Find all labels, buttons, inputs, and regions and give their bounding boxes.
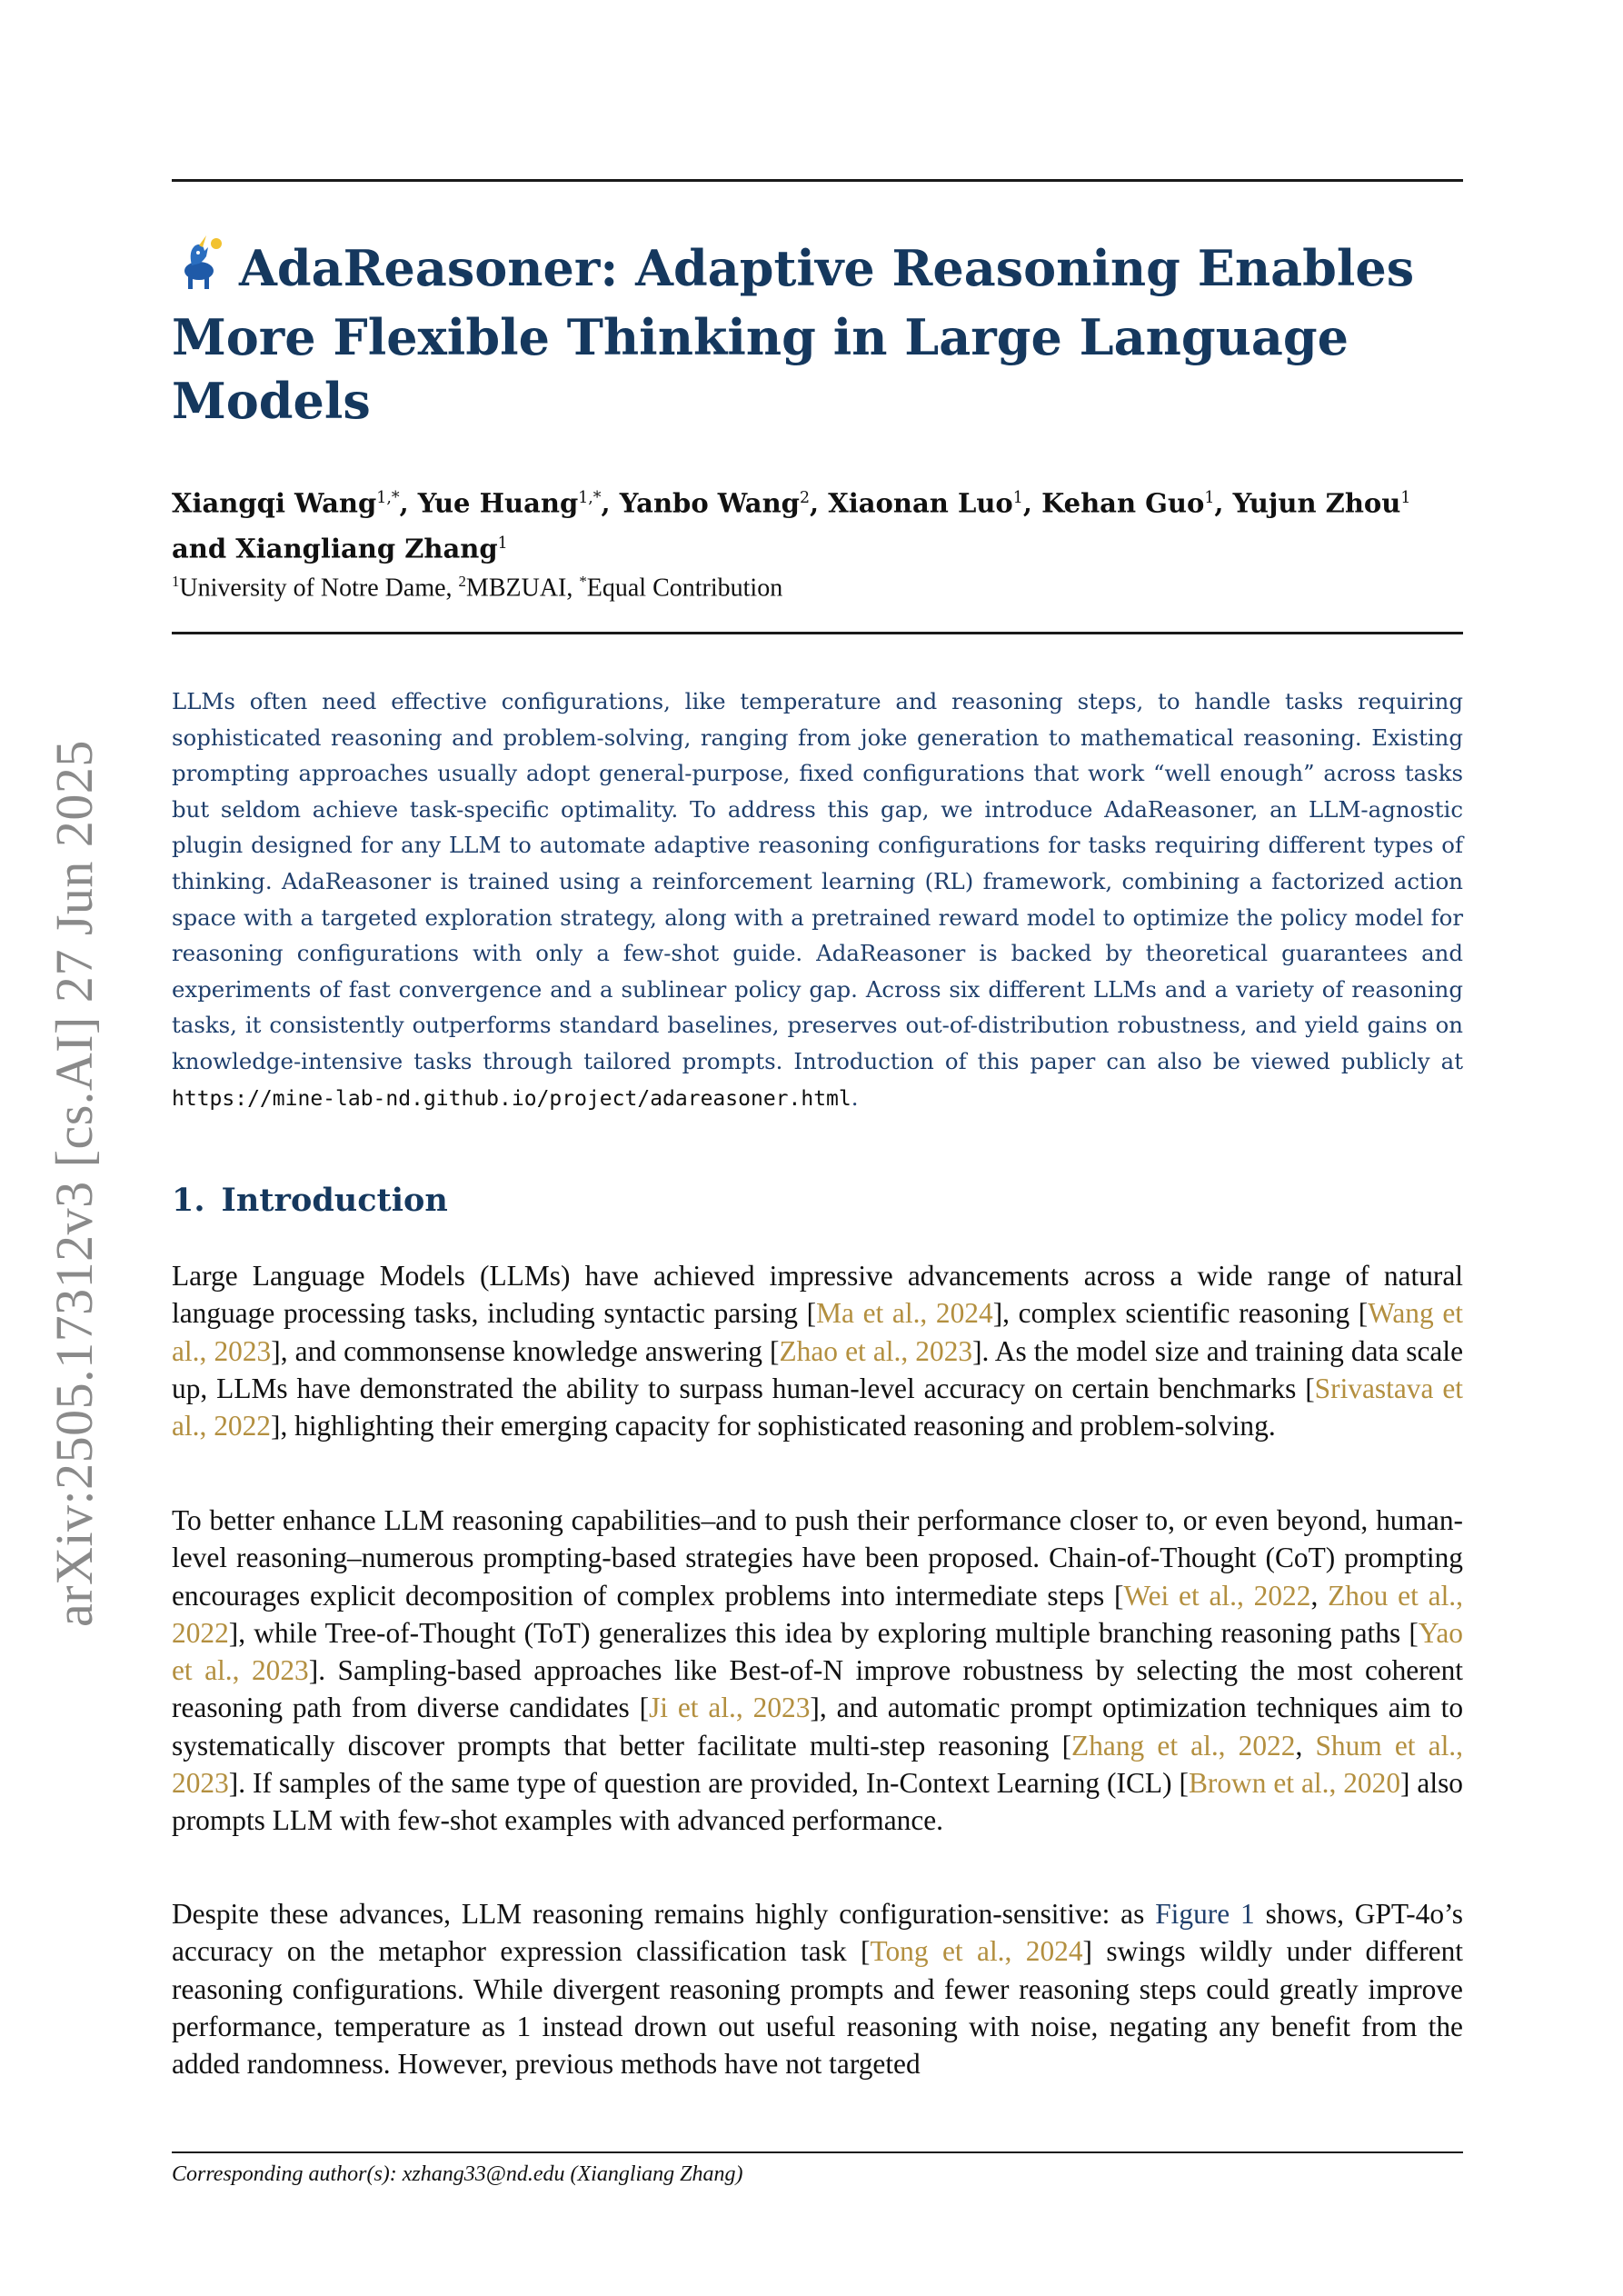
paragraph-text: ] also prompts LLM with few-shot examples with advanced performance.: [172, 1767, 1463, 1837]
paragraph-text: ]. As the model size and training data scale up, LLMs have demonstrated the ability to surpass human-level accuracy on certain benchmarks [: [172, 1334, 1464, 1404]
author-name: Xiaonan Luo: [828, 487, 1013, 519]
author-list: Xiangqi Wang$^{1,*}$, Yue Huang$^{1,*}$, Yanbo Wang$^2$, Xiaonan Luo$^1$, Kehan Guo$^1$, Yujun Zhou$^1$ and Xiangliang Zhang$^1$: [172, 487, 1411, 564]
paragraph-text: ]. If samples of the same type of question are provided, In-Context Learning (ICL) [: [228, 1767, 1189, 1800]
paragraph-text: ], while Tree-of-Thought (ToT) generalizes this idea by exploring multiple branching reasoning paths [: [228, 1616, 1419, 1649]
author-affiliation-mark: 1,*: [376, 489, 400, 507]
paragraph-text: To better enhance LLM reasoning capabilities–and to push their performance closer to, or even beyond, human-level reasoning–numerous prompting-based strategies have been proposed. Chain-of-Thought (CoT) prompting encourages explicit decomposition of complex problems into intermediate steps [: [172, 1504, 1463, 1612]
paragraph-text: Despite these advances, LLM reasoning remains highly configuration-sensitive: as: [172, 1898, 1156, 1930]
intro-paragraph-1: [172, 1257, 1463, 1444]
citation-link[interactable]: Yao et al., 2023: [172, 1616, 1463, 1687]
paragraph-text: ], and commonsense knowledge answering [: [271, 1334, 780, 1367]
abstract: [172, 684, 1463, 1117]
figure-reference-link[interactable]: Figure 1: [1155, 1898, 1255, 1930]
citation-link[interactable]: Ji et al., 2023: [649, 1692, 811, 1724]
author-affiliation-mark: 1: [497, 534, 508, 553]
citation-link[interactable]: Zhao et al., 2023: [779, 1334, 973, 1367]
citation-link[interactable]: Tong et al., 2024: [870, 1935, 1083, 1968]
author-name: Yanbo Wang: [619, 487, 800, 519]
author-affiliation-mark: 1: [1012, 489, 1023, 507]
author-name: Yujun Zhou: [1232, 487, 1401, 519]
author-affiliation-mark: 2: [799, 489, 811, 507]
paragraph-text: ], complex scientific reasoning [: [992, 1297, 1369, 1330]
paragraph-text: ], and automatic prompt optimization techniques aim to systematically discover prompts that better facilitate multi-step reasoning [: [172, 1692, 1464, 1762]
header-rule: [172, 632, 1463, 634]
section-heading: [172, 1182, 448, 1219]
arxiv-identifier: arXiv:2505.17312v3 [cs.AI] 27 Jun 2025: [45, 740, 104, 1627]
affiliation-mark: 2: [458, 573, 466, 590]
affiliation-name: Equal Contribution: [586, 574, 783, 603]
title-block: [172, 235, 1463, 433]
paragraph-text: Large Language Models (LLMs) have achieved impressive advancements across a wide range of natural language processing tasks, including syntactic parsing [: [172, 1260, 1463, 1330]
paragraph-text: shows, GPT-4o’s accuracy on the metaphor expression classification task [: [172, 1898, 1463, 1968]
affiliation-mark: *: [579, 573, 587, 590]
paragraph-text: ,: [1295, 1729, 1316, 1762]
citation-link[interactable]: Zhou et al., 2022: [172, 1579, 1463, 1649]
paragraph-text: ] swings wildly under different reasoning configurations. While divergent reasoning prompts and fewer reasoning steps could greatly improve performance, temperature as 1 instead drown out useful reasoning with noise, negating any benefit from the added randomness. However, previous methods have not targeted: [172, 1935, 1464, 2081]
section-title: Introduction: [221, 1182, 448, 1219]
paragraph-text: ]. Sampling-based approaches like Best-of-N improve robustness by selecting the most coherent reasoning path from diverse candidates [: [172, 1654, 1464, 1724]
author-name: Xiangqi Wang: [172, 487, 377, 519]
author-conjunction: and: [172, 533, 227, 564]
paragraph-text: ], highlighting their emerging capacity for sophisticated reasoning and problem-solving.: [270, 1410, 1276, 1442]
footnote-corresponding-author: Corresponding author(s): xzhang33@nd.edu (Xiangliang Zhang): [172, 2162, 743, 2186]
top-rule: [172, 179, 1463, 182]
citation-link[interactable]: Shum et al., 2023: [172, 1729, 1464, 1800]
citation-link[interactable]: Brown et al., 2020: [1188, 1767, 1401, 1800]
affiliation-name: MBZUAI,: [465, 574, 573, 603]
project-url: https://mine-lab-nd.github.io/project/adareasoner.html: [172, 1086, 851, 1111]
author-affiliation-mark: 1: [1400, 489, 1411, 507]
citation-link[interactable]: Wei et al., 2022: [1123, 1579, 1311, 1612]
citation-link[interactable]: Ma et al., 2024: [816, 1297, 993, 1330]
abstract-end: .: [851, 1083, 859, 1111]
author-affiliation-mark: 1,*: [578, 489, 602, 507]
citation-link[interactable]: Wang et al., 2023: [172, 1297, 1463, 1367]
paragraph-text: ,: [1310, 1579, 1329, 1612]
abstract-text: LLMs often need effective configurations, like temperature and reasoning steps, to handle tasks requiring sophisticated reasoning and problem-solving, ranging from joke generation to mathematical reasoning. Existing prompting approaches usually adopt general-purpose, fixed configurations that work “well enough” across tasks but seldom achieve task-specific optimality. To address this gap, we introduce AdaReasoner, an LLM-agnostic plugin designed for any LLM to automate adaptive reasoning configurations for tasks requiring different types of thinking. AdaReasoner is trained using a reinforcement learning (RL) framework, combining a factorized action space with a targeted exploration strategy, along with a pretrained reward model to optimize the policy model for reasoning configurations with only a few-shot guide. AdaReasoner is backed by theoretical guarantees and experiments of fast convergence and a sublinear policy gap. Across six different LLMs and a variety of reasoning tasks, it consistently outperforms standard baselines, preserves out-of-distribution robustness, and yield gains on knowledge-intensive tasks through tailored prompts. Introduction of this paper can also be viewed publicly at: [172, 688, 1463, 1074]
author-name: Yue Huang: [417, 487, 579, 519]
author-name: Xiangliang Zhang: [235, 533, 498, 564]
intro-paragraph-2: [172, 1502, 1463, 1840]
author-affiliation-mark: 1: [1204, 489, 1215, 507]
unicorn-mascot-icon: [172, 235, 228, 305]
affiliation-name: University of Notre Dame,: [179, 574, 453, 603]
paper-title-text: AdaReasoner: Adaptive Reasoning Enables More Flexible Thinking in Large Language Models: [172, 239, 1415, 430]
affiliations: [172, 564, 1463, 606]
footnote-rule: [172, 2151, 1463, 2153]
citation-link[interactable]: Srivastava et al., 2022: [172, 1372, 1463, 1442]
section-number: 1.: [172, 1182, 205, 1219]
author-name: Kehan Guo: [1041, 487, 1205, 519]
affiliation-mark: 1: [172, 573, 180, 590]
citation-link[interactable]: Zhang et al., 2022: [1071, 1729, 1296, 1762]
intro-paragraph-3: [172, 1895, 1463, 2082]
paper-title: [172, 235, 1463, 433]
